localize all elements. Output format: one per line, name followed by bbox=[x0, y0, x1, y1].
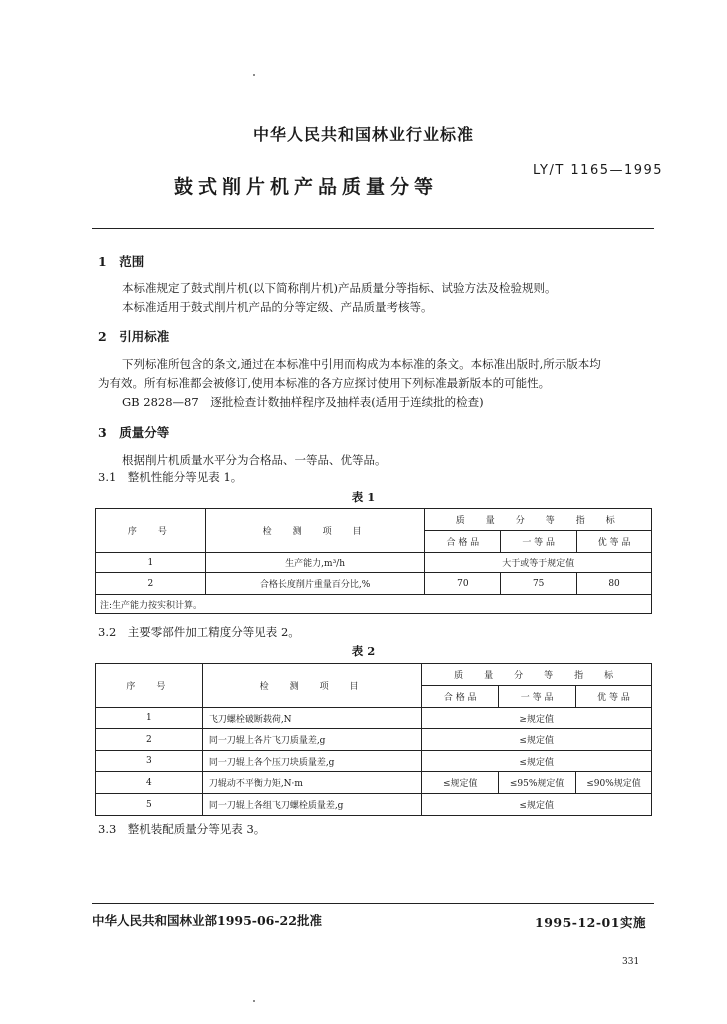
table-1-header-quality: 质 量 分 等 指 标 bbox=[425, 509, 652, 531]
table-2 bbox=[95, 663, 652, 816]
table-row bbox=[96, 729, 652, 751]
section-3-para-1: 根据削片机质量水平分为合格品、一等品、优等品。 bbox=[122, 453, 387, 467]
table-1 bbox=[95, 508, 652, 614]
header-rule bbox=[92, 228, 654, 229]
approval-line: 中华人民共和国林业部1995-06-22批准 bbox=[92, 913, 322, 928]
table-1-note: 注:生产能力按实积计算。 bbox=[96, 595, 652, 614]
table-2-row-1-no: 1 bbox=[96, 708, 203, 729]
table-2-row-4-qualified: ≤规定值 bbox=[422, 772, 499, 794]
table-2-row-2-item: 同一刀辊上各片飞刀质量差,g bbox=[202, 729, 422, 751]
table-2-row-4-superior: ≤90%规定值 bbox=[576, 772, 652, 794]
table-row bbox=[96, 794, 652, 816]
standard-code: LY/T 1165—1995 bbox=[533, 163, 664, 178]
table-2-row-5-no: 5 bbox=[96, 794, 203, 816]
table-1-header-grade-first: 一 等 品 bbox=[501, 531, 577, 553]
scan-speck bbox=[253, 74, 255, 76]
footer-rule bbox=[92, 903, 654, 904]
table-1-row-1-no: 1 bbox=[96, 553, 206, 573]
table-row bbox=[96, 573, 652, 595]
table-2-row-1-item: 飞刀螺栓破断载荷,N bbox=[202, 708, 422, 729]
table-1-row-2-superior: 80 bbox=[577, 573, 652, 595]
table-2-header-grade-first: 一 等 品 bbox=[499, 686, 576, 708]
table-2-row-3-no: 3 bbox=[96, 751, 203, 772]
table-2-row-4-item: 刀辊动不平衡力矩,N·m bbox=[202, 772, 422, 794]
table-1-row-2-item: 合格长度削片重量百分比,% bbox=[205, 573, 425, 595]
clause-3-3: 3.3 整机装配质量分等见表 3。 bbox=[98, 822, 266, 836]
table-2-header-quality: 质 量 分 等 指 标 bbox=[422, 664, 652, 686]
table-2-row-2-no: 2 bbox=[96, 729, 203, 751]
table-1-header-no: 序 号 bbox=[96, 509, 206, 553]
issuing-organization: 中华人民共和国林业行业标准 bbox=[252, 125, 474, 144]
section-2-heading: 2 引用标准 bbox=[98, 329, 170, 344]
table-row bbox=[96, 553, 652, 573]
table-2-header-grade-qualified: 合 格 品 bbox=[422, 686, 499, 708]
clause-3-1: 3.1 整机性能分等见表 1。 bbox=[98, 470, 243, 484]
effective-date: 1995-12-01实施 bbox=[535, 915, 646, 930]
table-row bbox=[96, 708, 652, 729]
table-1-row-2-qualified: 70 bbox=[425, 573, 501, 595]
table-1-row-2-no: 2 bbox=[96, 573, 206, 595]
table-2-caption: 表 2 bbox=[351, 644, 376, 658]
table-1-row-1-value: 大于或等于规定值 bbox=[425, 553, 652, 573]
table-2-header-item: 检 测 项 目 bbox=[202, 664, 422, 708]
section-2-reference: GB 2828—87 逐批检查计数抽样程序及抽样表(适用于连续批的检查) bbox=[122, 395, 484, 409]
section-2-para-1a: 下列标准所包含的条文,通过在本标准中引用而构成为本标准的条文。本标准出版时,所示版本均 bbox=[122, 357, 601, 371]
table-1-row-2-first: 75 bbox=[501, 573, 577, 595]
section-3-heading: 3 质量分等 bbox=[98, 425, 170, 440]
section-1-para-1: 本标准规定了鼓式削片机(以下简称削片机)产品质量分等指标、试验方法及检验规则。 bbox=[122, 281, 557, 295]
table-2-row-1-value: ≥规定值 bbox=[422, 708, 652, 729]
scan-speck bbox=[253, 1000, 255, 1002]
table-1-header-grade-qualified: 合 格 品 bbox=[425, 531, 501, 553]
table-2-header-no: 序 号 bbox=[96, 664, 203, 708]
table-row bbox=[96, 772, 652, 794]
table-2-row-5-item: 同一刀辊上各组飞刀螺栓质量差,g bbox=[202, 794, 422, 816]
section-1-para-2: 本标准适用于鼓式削片机产品的分等定级、产品质量考核等。 bbox=[122, 300, 433, 314]
clause-3-2: 3.2 主要零部件加工精度分等见表 2。 bbox=[98, 625, 300, 639]
section-1-heading: 1 范围 bbox=[98, 254, 145, 269]
table-2-header-grade-superior: 优 等 品 bbox=[576, 686, 652, 708]
page-number: 331 bbox=[622, 957, 640, 967]
table-row bbox=[96, 751, 652, 772]
table-1-header-grade-superior: 优 等 品 bbox=[577, 531, 652, 553]
table-2-row-5-value: ≤规定值 bbox=[422, 794, 652, 816]
table-1-header-item: 检 测 项 目 bbox=[205, 509, 425, 553]
table-2-row-4-no: 4 bbox=[96, 772, 203, 794]
table-2-row-3-value: ≤规定值 bbox=[422, 751, 652, 772]
section-2-para-1b: 为有效。所有标准都会被修订,使用本标准的各方应探讨使用下列标准最新版本的可能性。 bbox=[98, 376, 551, 390]
table-1-row-1-item: 生产能力,m³/h bbox=[205, 553, 425, 573]
table-2-row-4-first: ≤95%规定值 bbox=[499, 772, 576, 794]
table-2-row-2-value: ≤规定值 bbox=[422, 729, 652, 751]
table-2-row-3-item: 同一刀辊上各个压刀块质量差,g bbox=[202, 751, 422, 772]
standard-title: 鼓式削片机产品质量分等 bbox=[174, 176, 439, 198]
table-1-caption: 表 1 bbox=[351, 490, 376, 504]
